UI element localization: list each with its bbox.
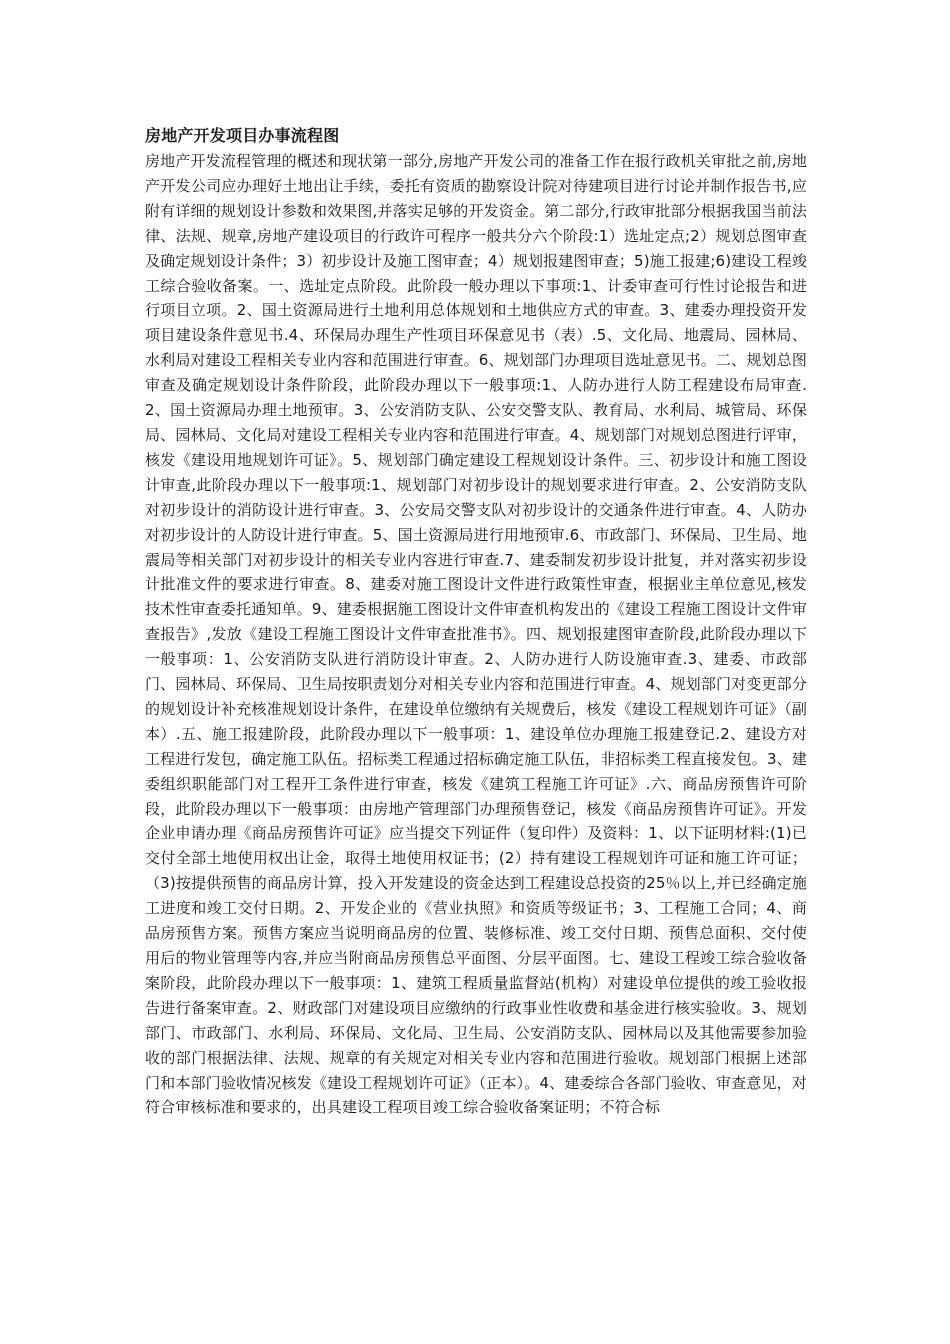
document-title: 房地产开发项目办事流程图 — [145, 126, 340, 145]
document-content — [145, 123, 807, 1120]
document-body-text: 房地产开发流程管理的概述和现状第一部分,房地产开发公司的准备工作在报行政机关审批之前,房地产开发公司应办理好土地出让手续，委托有资质的勘察设计院对待建项目进行讨论并制作报告书,应附有详细的规划设计参数和效果图,并落实足够的开发资金。第二部分,行政审批部分根据我国当前法律、法规、规章,房地产建设项目的行政许可程序一般共分六个阶段:1）选址定点;2）规划总图审查及确定规划设计条件；3）初步设计及施工图审查；4）规划报建图审查；5)施工报建;6)建设工程竣工综合验收备案。一、选址定点阶段。此阶段一般办理以下事项:1、计委审查可行性讨论报告和进行项目立项。2、国土资源局进行土地利用总体规划和土地供应方式的审查。3、建委办理投资开发项目建设条件意见书.4、环保局办理生产性项目环保意见书（表）.5、文化局、地震局、园林局、水利局对建设工程相关专业内容和范围进行审查。6、规划部门办理项目选址意见书。二、规划总图审查及确定规划设计条件阶段，此阶段办理以下一般事项:1、人防办进行人防工程建设布局审查.2、国土资源局办理土地预审。3、公安消防支队、公安交警支队、教育局、水利局、城管局、环保局、园林局、文化局对建设工程相关专业内容和范围进行审查。4、规划部门对规划总图进行评审，核发《建设用地规划许可证》。5、规划部门确定建设工程规划设计条件。三、初步设计和施工图设计审查,此阶段办理以下一般事项:1、规划部门对初步设计的规划要求进行审查。2、公安消防支队对初步设计的消防设计进行审查。3、公安局交警支队对初步设计的交通条件进行审查。4、人防办对初步设计的人防设计进行审查。5、国土资源局进行用地预审.6、市政部门、环保局、卫生局、地震局等相关部门对初步设计的相关专业内容进行审查.7、建委制发初步设计批复，并对落实初步设计批准文件的要求进行审查。8、建委对施工图设计文件进行政策性审查，根据业主单位意见,核发技术性审查委托通知单。9、建委根据施工图设计文件审查机构发出的《建设工程施工图设计文件审查报告》,发放《建设工程施工图设计文件审查批准书》。四、规划报建图审查阶段,此阶段办理以下一般事项：1、公安消防支队进行消防设计审查。2、人防办进行人防设施审查.3、建委、市政部门、园林局、环保局、卫生局按职责划分对相关专业内容和范围进行审查。4、规划部门对变更部分的规划设计补充核准规划设计条件，在建设单位缴纳有关规费后，核发《建设工程规划许可证》（副本）.五、施工报建阶段，此阶段办理以下一般事项：1、建设单位办理施工报建登记.2、建设方对工程进行发包，确定施工队伍。招标类工程通过招标确定施工队伍，非招标类工程直接发包。3、建委组织职能部门对工程开工条件进行审查，核发《建筑工程施工许可证》.六、商品房预售许可阶段，此阶段办理以下一般事项：由房地产管理部门办理预售登记，核发《商品房预售许可证》。开发企业申请办理《商品房预售许可证》应当提交下列证件（复印件）及资料：1、以下证明材料:(1)已交付全部土地使用权出让金，取得土地使用权证书；(2）持有建设工程规划许可证和施工许可证；（3)按提供预售的商品房计算，投入开发建设的资金达到工程建设总投资的25％以上,并已经确定施工进度和竣工交付日期。2、开发企业的《营业执照》和资质等级证书；3、工程施工合同；4、商品房预售方案。预售方案应当说明商品房的位置、装修标准、竣工交付日期、预售总面积、交付使用后的物业管理等内容,并应当附商品房预售总平面图、分层平面图。七、建设工程竣工综合验收备案阶段，此阶段办理以下一般事项：1、建筑工程质量监督站(机构）对建设单位提供的竣工验收报告进行备案审查。2、财政部门对建设项目应缴纳的行政事业性收费和基金进行核实验收。3、规划部门、市政部门、水利局、环保局、文化局、卫生局、公安消防支队、园林局以及其他需要参加验收的部门根据法律、法规、规章的有关规定对相关专业内容和范围进行验收。规划部门根据上述部门和本部门验收情况核发《建设工程规划许可证》（正本）。4、建委综合各部门验收、审查意见，对符合审核标准和要求的，出具建设工程项目竣工综合验收备案证明；不符合标 — [145, 152, 807, 1117]
